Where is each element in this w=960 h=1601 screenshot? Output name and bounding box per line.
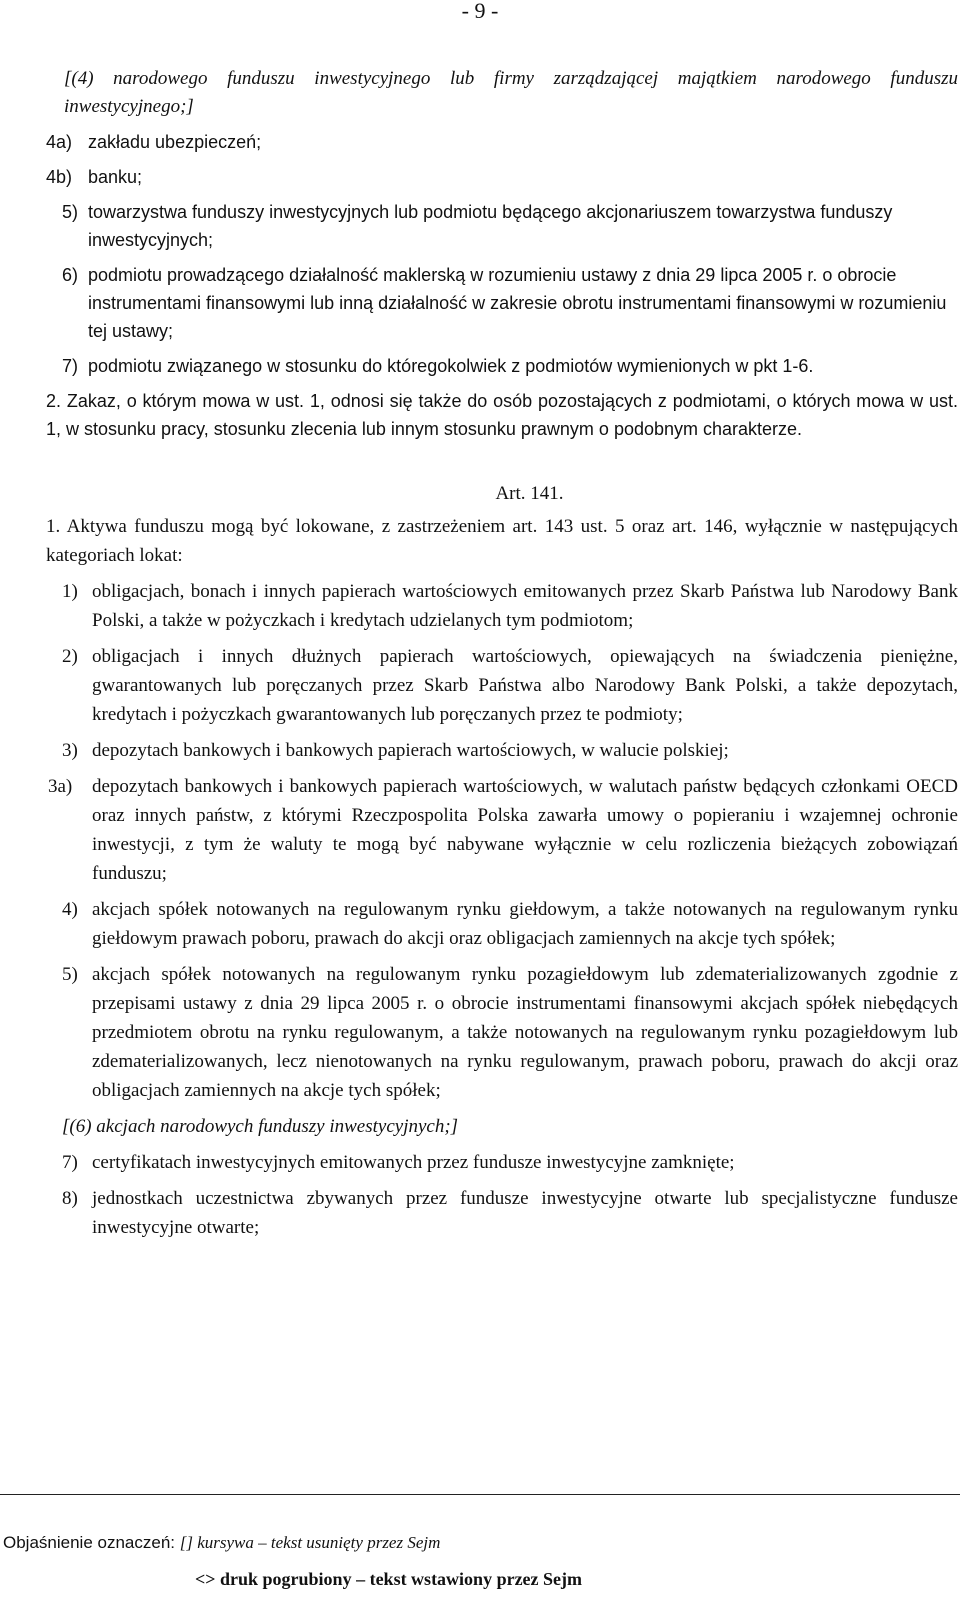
footer-label: Objaśnienie oznaczeń: bbox=[3, 1533, 176, 1552]
list-item-text: podmiotu prowadzącego działalność maklerską w rozumieniu ustawy z dnia 29 lipca 2005 r. o obrocie instrumentami finansowymi lub inną działalność w zakresie obrotu instrumentami finansowymi w rozumieniu tej ustawy; bbox=[88, 265, 947, 341]
footer-legend bbox=[3, 1532, 953, 1590]
list-item-number: 5) bbox=[62, 964, 78, 985]
list-item-number: 7) bbox=[62, 356, 79, 376]
list-item-text: banku; bbox=[88, 167, 143, 187]
footer-row-1 bbox=[3, 1532, 953, 1554]
list-item-number: 4a) bbox=[46, 132, 73, 152]
list-item bbox=[46, 1184, 958, 1242]
list-item-text: depozytach bankowych i bankowych papierach wartościowych, w walutach państw będących członkami OECD oraz innych państw, z którymi Rzeczpospolita Polska zawarła umowy o popieraniu i wzajemnej ochronie inwestycji, z tym że waluty te mogą być nabywane wyłącznie w celu rozliczenia bieżących zobowiązań funduszu; bbox=[92, 776, 958, 884]
list-item-text: zakładu ubezpieczeń; bbox=[88, 132, 262, 152]
list-item-text: akcjach spółek notowanych na regulowanym rynku pozagiełdowym lub zdematerializowanych zgodnie z przepisami ustawy z dnia 29 lipca 2005 r. o obrocie instrumentami finansowymi akcjach spółek niebędących przedmiotem obrotu na rynku regulowanym, a także notowanych na regulowanym rynku pozagiełdowym lub zdematerializowanych, lecz nienotowanych na rynku regulowanym, prawach poboru, prawach do akcji oraz obligacjach zamiennych na akcje tych spółek; bbox=[92, 964, 958, 1101]
list-item-text: obligacjach i innych dłużnych papierach wartościowych, opiewających na świadczenia pieniężne, gwarantowanych lub poręczanych przez Skarb Państwa albo Narodowy Bank Polski, a także depozytach, kredytach i pożyczkach gwarantowanych lub poręczanych przez te podmioty; bbox=[92, 646, 958, 725]
list-item-number: 2) bbox=[62, 646, 78, 667]
list-item bbox=[46, 198, 958, 254]
list-item bbox=[46, 1112, 958, 1141]
investment-categories-list bbox=[46, 577, 958, 1242]
list-item bbox=[46, 163, 958, 191]
list-item-number: 5) bbox=[62, 202, 79, 222]
paragraph-2: 2. Zakaz, o którym mowa w ust. 1, odnosi się także do osób pozostających z podmiotami, o których mowa w ust. 1, w stosunku pracy, stosunku zlecenia lub innym stosunku prawnym o podobnym charakterze. bbox=[46, 391, 958, 439]
list-item-text: towarzystwa funduszy inwestycyjnych lub podmiotu będącego akcjonariuszem towarzystwa funduszy inwestycyjnych; bbox=[88, 202, 893, 250]
amendment-list bbox=[46, 65, 958, 380]
list-item bbox=[46, 352, 958, 380]
page-number: - 9 - bbox=[461, 0, 499, 23]
list-item-text: certyfikatach inwestycyjnych emitowanych przez fundusze inwestycyjne zamknięte; bbox=[92, 1152, 735, 1173]
list-item-number: 1) bbox=[62, 581, 78, 602]
list-item-number: 8) bbox=[62, 1188, 78, 1209]
list-item-text: akcjach spółek notowanych na regulowanym rynku giełdowym, a także notowanych na regulowanym rynku giełdowym prawach poboru, prawach do akcji oraz obligacjach zamiennych na akcje tych spółek; bbox=[92, 899, 958, 949]
list-item-text: depozytach bankowych i bankowych papierach wartościowych, w walucie polskiej; bbox=[92, 740, 729, 761]
list-item-text: obligacjach, bonach i innych papierach wartościowych emitowanych przez Skarb Państwa lub Narodowy Bank Polski, a także w pożyczkach i kredytach udzielanych tym podmiotom; bbox=[92, 581, 958, 631]
list-item-number: 3) bbox=[62, 740, 78, 761]
list-item bbox=[46, 895, 958, 953]
footer-legend-bold: <> druk pogrubiony – tekst wstawiony przez Sejm bbox=[195, 1569, 583, 1589]
list-item-text: [(6) akcjach narodowych funduszy inwestycyjnych;] bbox=[62, 1116, 459, 1137]
article-title: Art. 141. bbox=[495, 483, 564, 504]
list-item bbox=[46, 65, 958, 121]
list-item bbox=[46, 261, 958, 345]
article-paragraph-1: 1. Aktywa funduszu mogą być lokowane, z zastrzeżeniem art. 143 ust. 5 oraz art. 146, wyłącznie w następujących kategoriach lokat: bbox=[46, 516, 958, 566]
list-item bbox=[46, 960, 958, 1105]
document-body bbox=[46, 65, 958, 1242]
footer-legend-italic: [] kursywa – tekst usunięty przez Sejm bbox=[179, 1533, 441, 1552]
list-item bbox=[46, 577, 958, 635]
list-item-number: 6) bbox=[62, 265, 79, 285]
list-item bbox=[46, 1148, 958, 1177]
footer-divider bbox=[0, 1494, 960, 1495]
list-item-number: 4b) bbox=[46, 167, 73, 187]
list-item-number: 7) bbox=[62, 1152, 78, 1173]
list-item bbox=[46, 772, 958, 888]
list-item-number: 3a) bbox=[48, 776, 73, 797]
list-item-text: jednostkach uczestnictwa zbywanych przez fundusze inwestycyjne otwarte lub specjalistyczne fundusze inwestycyjne otwarte; bbox=[92, 1188, 958, 1238]
list-item-number: 4) bbox=[62, 899, 78, 920]
list-item bbox=[46, 736, 958, 765]
list-item-text: [(4) narodowego funduszu inwestycyjnego lub firmy zarządzającej majątkiem narodowego funduszu inwestycyjnego;] bbox=[64, 68, 958, 117]
list-item bbox=[46, 642, 958, 729]
list-item bbox=[46, 128, 958, 156]
list-item-text: podmiotu związanego w stosunku do któregokolwiek z podmiotów wymienionych w pkt 1-6. bbox=[88, 356, 814, 376]
